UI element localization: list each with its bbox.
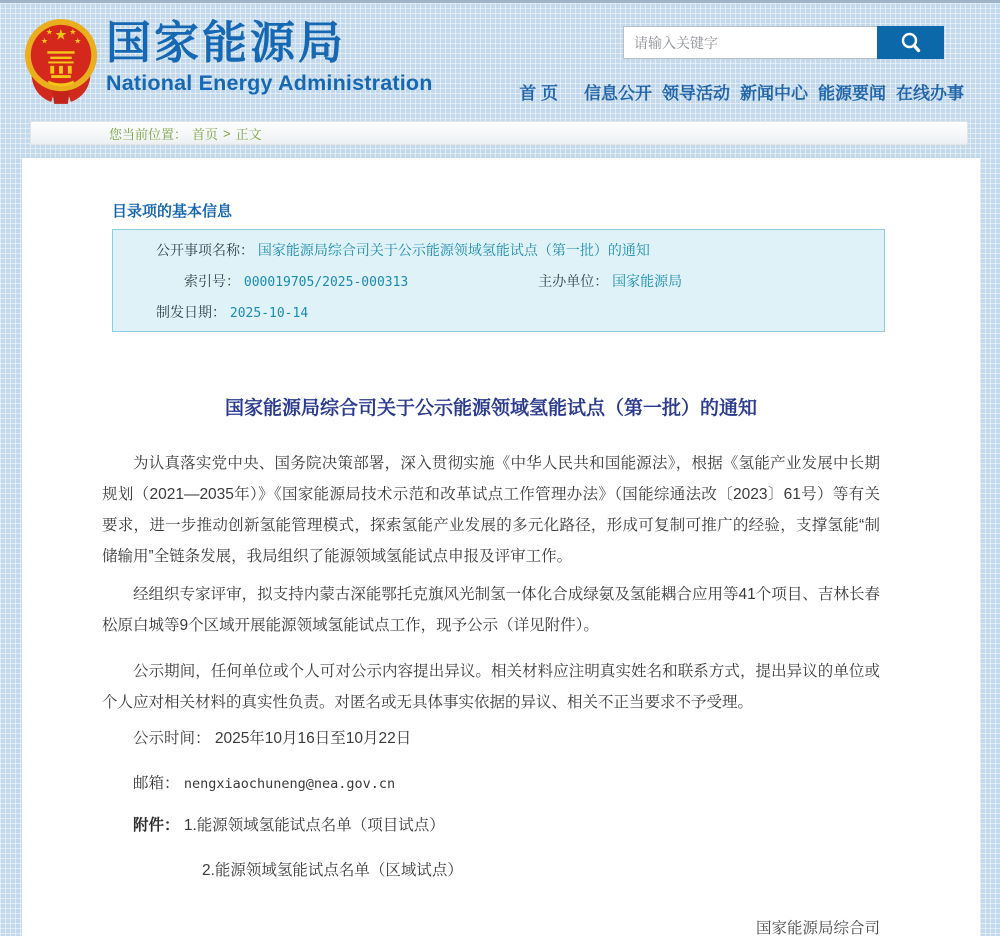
site-brand	[106, 17, 433, 96]
attachment-link-2[interactable]: 2.能源领域氢能试点名单（区域试点）	[202, 861, 463, 879]
breadcrumb-prefix: 您当前位置：	[109, 126, 188, 142]
breadcrumb-current: 正文	[235, 126, 262, 142]
breadcrumb	[30, 121, 968, 145]
article-paragraph-1: 为认真落实党中央、国务院决策部署，深入贯彻实施《中华人民共和国能源法》，根据《氢能产业发展中长期规划（2021—2035年）》《国家能源局技术示范和改革试点工作管理办法》（国能综通法改〔2023〕61号）等有关要求，进一步推动创新氢能管理模式，探索氢能产业发展的多元化路径，形成可复制可推广的经验，支撑氢能“制储输用”全链条发展，我局组织了能源领域氢能试点申报及评审工作。	[102, 454, 880, 565]
svg-text:★: ★	[69, 27, 77, 37]
site-title-en: National Energy Administration	[106, 71, 433, 95]
date-label: 制发日期：	[156, 304, 226, 320]
search-input[interactable]	[623, 26, 877, 59]
breadcrumb-home-link[interactable]: 首页	[192, 126, 219, 142]
content-panel	[22, 158, 980, 939]
attachments-line-2	[102, 855, 880, 886]
meta-info-box	[112, 229, 885, 332]
meta-section-title: 目录项的基本信息	[112, 203, 233, 220]
nav-item-info-disclosure[interactable]: 信息公开	[584, 84, 652, 103]
article-title: 国家能源局综合司关于公示能源领域氢能试点（第一批）的通知	[224, 398, 757, 419]
svg-text:★: ★	[54, 27, 68, 44]
main-nav	[519, 79, 964, 104]
article-paragraph-3: 公示期间，任何单位或个人可对公示内容提出异议。相关材料应注明真实姓名和联系方式，提出异议的单位或个人应对相关材料的真实性负责。对匿名或无具体事实依据的异议、相关不正当要求不予受理。	[102, 662, 880, 711]
email-label: 邮箱：	[133, 774, 180, 792]
nav-item-online-service[interactable]: 在线办事	[896, 84, 964, 103]
meta-row-date	[113, 297, 884, 328]
svg-text:★: ★	[40, 36, 48, 46]
notice-period-line	[102, 723, 880, 754]
site-title-zh: 国家能源局	[106, 17, 347, 68]
national-emblem-icon	[22, 13, 100, 107]
meta-row-index-org	[113, 266, 884, 297]
svg-text:★: ★	[45, 27, 53, 37]
meta-row-item-name	[113, 235, 884, 266]
nav-item-home[interactable]: 首 页	[519, 84, 558, 103]
national-emblem-logo[interactable]	[22, 13, 100, 107]
org-label: 主办单位：	[538, 273, 609, 289]
org-pair	[538, 266, 682, 297]
svg-text:★: ★	[74, 36, 82, 46]
notice-period-label: 公示时间：	[133, 729, 211, 747]
contact-email-line	[102, 768, 880, 800]
search-button[interactable]	[877, 26, 944, 59]
issuer-signature: 国家能源局综合司	[755, 920, 880, 937]
breadcrumb-separator: >	[223, 125, 231, 141]
notice-period-value: 2025年10月16日至10月22日	[214, 729, 412, 747]
org-value: 国家能源局	[612, 273, 683, 289]
date-value: 2025-10-14	[229, 306, 309, 321]
attachments-label: 附件：	[133, 816, 180, 834]
search-bar	[623, 26, 944, 59]
index-pair	[184, 266, 408, 297]
item-name-value: 国家能源局综合司关于公示能源领域氢能试点（第一批）的通知	[257, 242, 650, 258]
article-paragraph-2: 经组织专家评审，拟支持内蒙古深能鄂托克旗风光制氢一体化合成绿氨及氢能耦合应用等41个项目、吉林长春松原白城等9个区域开展能源领域氢能试点工作，现予公示（详见附件）。	[102, 585, 880, 634]
nav-item-energy-news[interactable]: 能源要闻	[818, 84, 886, 103]
nav-item-news-center[interactable]: 新闻中心	[740, 84, 808, 103]
attachments-line-1	[102, 810, 880, 841]
item-name-label: 公开事项名称：	[156, 242, 254, 258]
attachment-link-1[interactable]: 1.能源领域氢能试点名单（项目试点）	[183, 816, 445, 834]
nav-item-leader-activity[interactable]: 领导活动	[662, 84, 730, 103]
search-icon	[898, 30, 924, 56]
index-label: 索引号：	[184, 273, 240, 289]
email-address: nengxiaochuneng@nea.gov.cn	[183, 775, 396, 792]
index-value: 000019705/2025-000313	[243, 275, 409, 290]
